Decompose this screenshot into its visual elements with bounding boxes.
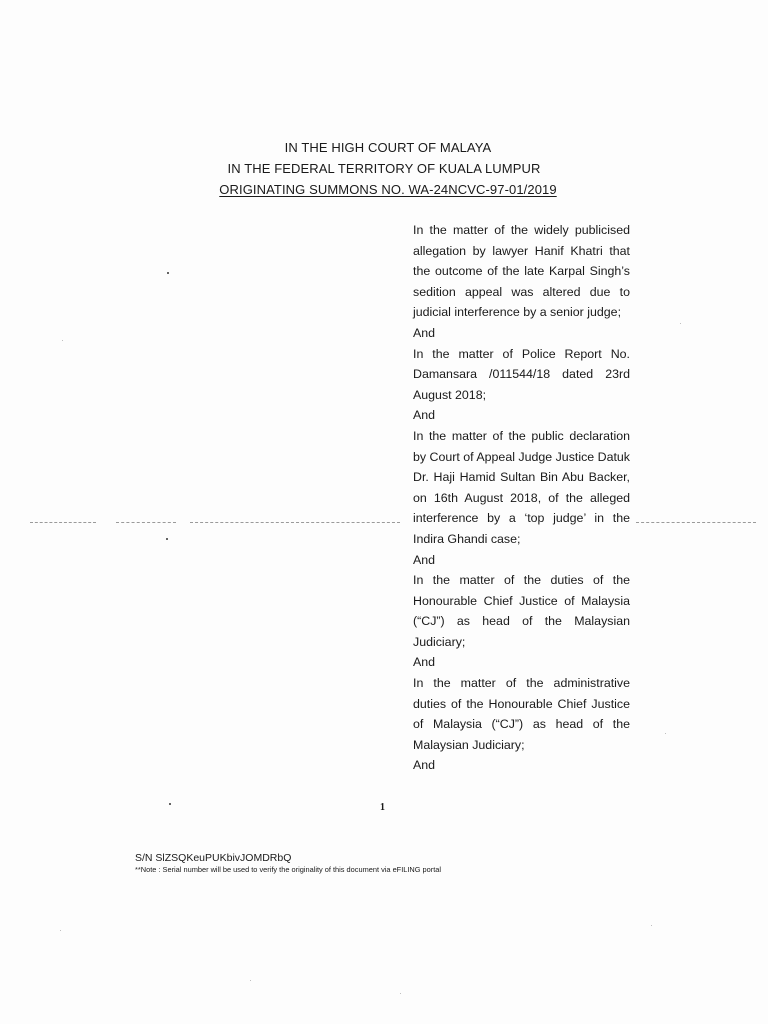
matter-paragraph: In the matter of the administrative duties of the Honourable Chief Justice of Malaysia (“CJ”) as head of the Malaysian Judiciary;	[413, 676, 630, 752]
scan-fold-line	[636, 522, 756, 523]
matters-block	[413, 220, 630, 776]
scan-fold-line	[116, 522, 176, 523]
matter-conjunction: And	[413, 325, 436, 340]
scan-speck	[166, 538, 168, 540]
scan-speck	[250, 980, 251, 981]
scan-fold-line	[30, 522, 96, 523]
matter-conjunction: And	[413, 758, 436, 773]
court-name: IN THE HIGH COURT OF MALAYA	[284, 140, 492, 155]
serial-note: **Note : Serial number will be used to verify the originality of this document via eFILING portal	[135, 865, 442, 874]
scan-speck	[169, 803, 171, 805]
scan-speck	[60, 930, 61, 931]
serial-number: S/N SlZSQKeuPUKbivJOMDRbQ	[135, 852, 292, 864]
court-territory: IN THE FEDERAL TERRITORY OF KUALA LUMPUR	[227, 161, 541, 176]
matter-paragraph: In the matter of the duties of the Honourable Chief Justice of Malaysia (“CJ”) as head of the Malaysian Judiciary;	[413, 573, 630, 649]
scan-speck	[651, 925, 652, 926]
scan-speck	[62, 340, 63, 341]
matter-conjunction: And	[413, 408, 436, 423]
matter-conjunction: And	[413, 655, 436, 670]
scan-speck	[680, 323, 681, 324]
summons-number: ORIGINATING SUMMONS NO. WA-24NCVC-97-01/2019	[219, 182, 557, 197]
scan-speck	[400, 993, 401, 994]
scan-speck	[167, 272, 169, 274]
case-heading	[0, 137, 768, 200]
scan-fold-line	[190, 522, 400, 523]
page-number: 1	[380, 802, 385, 813]
scan-speck	[665, 733, 666, 734]
matter-paragraph: In the matter of the public declaration by Court of Appeal Judge Justice Datuk Dr. Haji Hamid Sultan Bin Abu Backer, on 16th August 2018, of the alleged interference by a ‘top judge’ in the Indira Ghandi case;	[413, 428, 630, 546]
matter-paragraph: In the matter of the widely publicised allegation by lawyer Hanif Khatri that the outcome of the late Karpal Singh’s sedition appeal was altered due to judicial interference by a senior judge;	[413, 223, 630, 320]
matter-conjunction: And	[413, 552, 436, 567]
matter-paragraph: In the matter of Police Report No. Damansara /011544/18 dated 23rd August 2018;	[413, 346, 630, 402]
